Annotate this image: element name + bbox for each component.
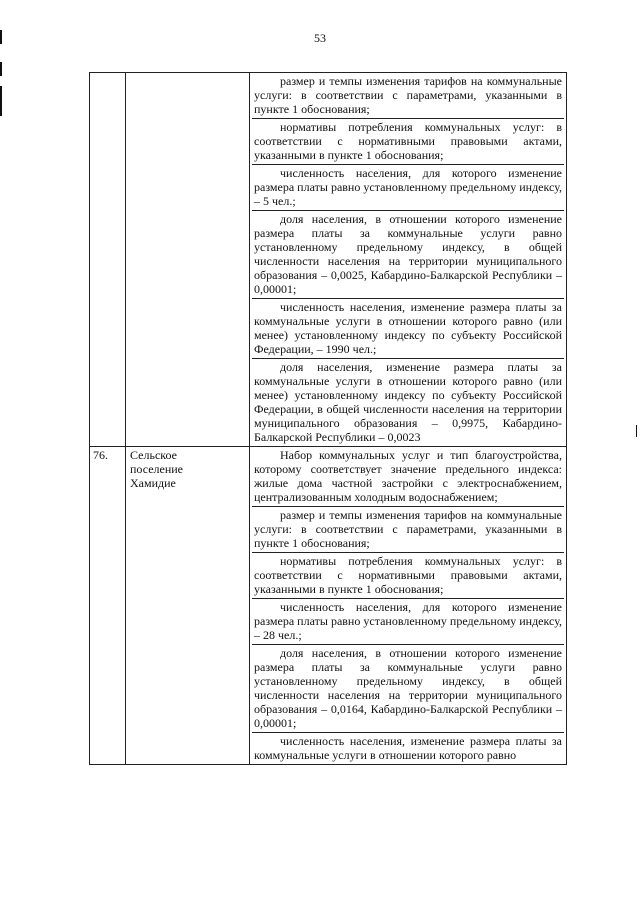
margin-mark xyxy=(0,30,2,44)
margin-mark xyxy=(636,425,637,437)
settlement-name-line: Сельское xyxy=(130,448,177,462)
description-paragraph: численность населения, изменение размера платы за коммунальные услуги в отношении которого равно xyxy=(254,734,562,762)
page-number: 53 xyxy=(314,31,326,45)
description-paragraph: нормативы потребления коммунальных услуг: в соответствии с нормативными правовыми актами, указанными в пункте 1 обоснования; xyxy=(252,119,564,165)
description-paragraph: доля населения, в отношении которого изменение размера платы за коммунальные услуги равно установленному предельному индексу, в общей численности населения на территории муниципального образования – 0,0025, Кабардино-Балкарской Республики – 0,00001; xyxy=(252,211,564,299)
description-paragraph: нормативы потребления коммунальных услуг: в соответствии с нормативными правовыми актами, указанными в пункте 1 обоснования; xyxy=(252,553,564,599)
document-table xyxy=(89,72,567,765)
row-number-cell xyxy=(90,73,126,447)
settlement-name-line: Хамидие xyxy=(130,476,176,490)
description-cell xyxy=(250,447,567,765)
row-number-cell: 76. xyxy=(90,447,126,765)
table-row xyxy=(90,447,567,765)
settlement-name-line: поселение xyxy=(130,462,184,476)
description-paragraph: размер и темпы изменения тарифов на коммунальные услуги: в соответствии с параметрами, указанными в пункте 1 обоснования; xyxy=(252,73,564,119)
settlement-name-cell xyxy=(126,73,250,447)
settlement-name-cell xyxy=(126,447,250,765)
description-paragraph: численность населения, для которого изменение размера платы равно установленному предельному индексу, – 5 чел.; xyxy=(252,165,564,211)
margin-mark xyxy=(0,62,2,76)
description-paragraph: численность населения, изменение размера платы за коммунальные услуги в отношении которого равно (или менее) установленному индексу по субъекту Российской Федерации, – 1990 чел.; xyxy=(252,299,564,359)
description-paragraph: доля населения, изменение размера платы за коммунальные услуги в отношении которого равно (или менее) установленному индексу по субъекту Российской Федерации, в общей численности населения на территории муниципального образования – 0,9975, Кабардино-Балкарской Республики – 0,0023 xyxy=(254,360,562,444)
description-paragraph: численность населения, для которого изменение размера платы равно установленному предельному индексу, – 28 чел.; xyxy=(252,599,564,645)
description-paragraph: размер и темпы изменения тарифов на коммунальные услуги: в соответствии с параметрами, указанными в пункте 1 обоснования; xyxy=(252,507,564,553)
description-paragraph: доля населения, в отношении которого изменение размера платы за коммунальные услуги равно установленному предельному индексу, в общей численности населения на территории муниципального образования – 0,0164, Кабардино-Балкарской Республики – 0,00001; xyxy=(252,645,564,733)
table-row xyxy=(90,73,567,447)
description-paragraph: Набор коммунальных услуг и тип благоустройства, которому соответствует значение предельного индекса: жилые дома частной застройки с электроснабжением, централизованным холодным водоснабжением; xyxy=(252,447,564,507)
margin-mark xyxy=(0,86,2,116)
description-cell xyxy=(250,73,567,447)
